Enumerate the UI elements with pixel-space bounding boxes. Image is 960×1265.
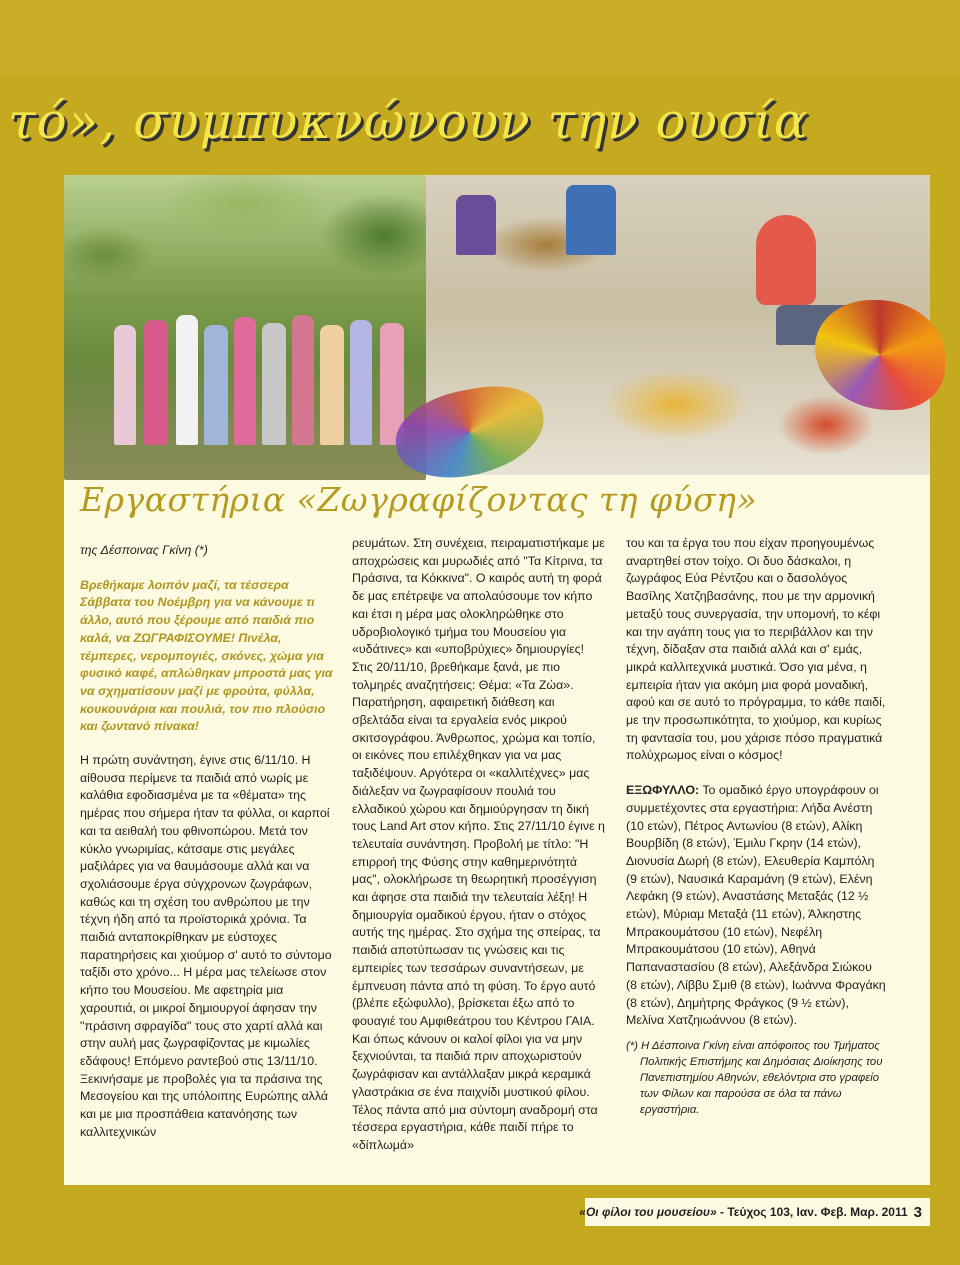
footer-publication — [579, 1205, 907, 1219]
column-2 — [352, 535, 606, 1155]
footer — [579, 1198, 930, 1226]
column-2-body: ρευμάτων. Στη συνέχεια, πειραματιστήκαμε με αποχρώσεις και μυρωδιές από "Τα Κίτρινα, τα Πράσινα, τα Κόκκινα". Ο καιρός αυτή τη φορά δε μας επέτρεψε να απολαύσουμε τον κήπο και έτσι η μέρα μας ολοκληρώθηκε στο υδροβιολογικό τμήμα του Μουσείου για «υδάτινες» και «υποβρύχιες» δημιουργίες! Στις 20/11/10, βρεθήκαμε ξανά, με πιο τολμηρές αναζητήσεις: Θέμα: «Τα Ζώα». Παρατήρηση, αφαιρετική διάθεση και σβελτάδα είναι τα εργαλεία ενός μικρού σκιτσογράφου. Άνθρωπος, χρώμα και τοπίο, οι εικόνες που επιλέχθηκαν για να μας ταξιδέψουν. Αργότερα οι «καλλιτέχνες» μας διάλεξαν να ζωγραφίσουν πουλιά του ελλαδικού χώρου και δημιούργησαν τη δική τους Land Art στον κήπο. Στις 27/11/10 έγινε η τελευταία συνάντηση. Προβολή με τίτλο: "Η επιρροή της Φύσης στην καθημερινότητά μας", ολοκλήρωσε τη θεωρητική προσέγγιση και άφησε στα παιδιά την τελευταία λέξη! Η δημιουργία ομαδικού έργου, ήταν ο στόχος αυτής της ημέρας. Στο σχήμα της σπείρας, τα παιδιά αποτύπωσαν τις γνώσεις και τις εμπειρίες των τεσσάρων συναντήσεων, με έμπνευση πάντα από τη φύση. Το έργο αυτό (βλέπε εξώφυλλο), βρίσκεται έξω από το φουαγιέ του Αμφιθεάτρου του Κέντρου ΓΑΙΑ. Και όπως κάνουν οι καλοί φίλοι για να μην ξεχνιούνται, τα παιδιά πριν αποχωριστούν ζωγράφισαν και αντάλλαξαν μικρά κεραμικά γλαστράκια σε ένα παιχνίδι μυστικού φίλου. Τέλος πάντα από μια σύντομη αναδρομή στα τέσσερα εργαστήρια, κάθε παιδί πήρε το «δίπλωμά» — [352, 536, 605, 1152]
cover-text: Το ομαδικό έργο υπογράφουν οι συμμετέχοντες στα εργαστήρια: Λήδα Ανέστη (10 ετών), Πέτρος Αντωνίου (8 ετών), Αλίκη Βουρβίδη (8 ετών), Έμιλυ Γκρην (14 ετών), Διονυσία Δωρή (8 ετών), Ελευθερία Καμπόλη (9 ετών), Ναυσικά Καραμάνη (9 ετών), Ελένη Λεφάκη (9 ετών), Αναστάσης Μεταξάς (12 ½ ετών), Μύριαμ Μεταξά (11 ετών), Άλκηστης Μπρακουμάτσου (10 ετών), Νεφέλη Μπρακουμάτσου (10 ετών), Αθηνά Παπαναστασίου (8 ετών), Αλεξάνδρα Σιώκου (8 ετών), Λίββυ Σμιθ (8 ετών), Ιωάννα Φραγάκη (8 ετών), Δημήτρης Φράγκος (9 ½ ετών), Μελίνα Χατζηιωάννου (8 ετών). — [626, 783, 886, 1028]
column-3 — [626, 535, 886, 1118]
footer-magazine: «Οι φίλοι του μουσείου» — [579, 1205, 717, 1219]
column-1-body: Η πρώτη συνάντηση, έγινε στις 6/11/10. Η αίθουσα περίμενε τα παιδιά από νωρίς με καλάθια εφοδιασμένα με τα «θέματα» της ημέρας που σήμερα ήταν τα φύλλα, οι καρποί και τα αειθαλή του φθινοπώρου. Μετά τον κύκλο γνωριμίας, κάτσαμε στις μεγάλες μαξιλάρες για να θαυμάσουμε αλλά και να σχολιάσουμε έργα σύγχρονων ζωγράφων, καθώς και τη σχέση του ανθρώπου με την τέχνη ήδη από τα προϊστορικά χρόνια. Τα παιδιά ανταποκρίθηκαν με εύστοχες παρατηρήσεις και χιούμορ σ' αυτό το σύντομο ταξίδι στο χρόνο... Η μέρα μας τελείωσε στον κήπο του Μουσείου. Με αφετηρία μια χαρουπιά, οι μικροί δημιουργοί άφησαν την "πράσινη σφραγίδα" τους στο χαρτί αλλά και στην αυλή μας ζωγραφίζοντας με κιμωλίες εδάφους! Επόμενο ραντεβού στις 13/11/10. Ξεκινήσαμε με προβολές για τα πράσινα της Μεσογείου και της υπόλοιπης Ευρώπης αλλά και με μια προσπάθεια κατανόησης των καλλιτεχνικών — [80, 753, 332, 1139]
photo-children-outdoors — [64, 175, 426, 480]
headline: τό», συμπυκνώνουν την ουσία — [8, 92, 809, 150]
page-number: 3 — [913, 1203, 922, 1221]
cover-label: ΕΞΩΦΥΛΛΟ: — [626, 783, 700, 798]
section-title: Εργαστήρια «Ζωγραφίζοντας τη φύση» — [80, 480, 758, 519]
column-1 — [80, 542, 335, 1142]
footer-issue: - Τεύχος 103, Ιαν. Φεβ. Μαρ. 2011 — [716, 1205, 908, 1219]
top-band — [0, 0, 960, 75]
byline: της Δέσποινας Γκίνη (*) — [80, 543, 208, 557]
cover-credits — [626, 782, 886, 1030]
author-note: (*) Η Δέσποινα Γκίνη είναι απόφοιτος του Τμήματος Πολιτικής Επιστήμης και Δημόσιας Διοίκησης του Πανεπιστημίου Αθηνών, εθελόντρια στο γραφείο των Φίλων και παρούσα σε όλα τα πάνω εργαστήρια. — [626, 1039, 883, 1116]
intro-paragraph: Βρεθήκαμε λοιπόν μαζί, τα τέσσερα Σάββατα του Νοέμβρη για να κάνουμε τι άλλο, αυτό που ξέρουμε από παιδιά πιο καλά, να ΖΩΓΡΑΦΙΣΟΥΜΕ! Πινέλα, τέμπερες, νερομπογιές, σκόνες, χώμα για φυσικό καφέ, απλώθηκαν μπροστά μας για να σχηματίσουν μαζί με φρούτα, φύλλα, κουκουνάρια και πουλιά, τον πιο πλούσιο και ζωντανό πίνακα! — [80, 577, 333, 734]
column-3-body: του και τα έργα του που είχαν προηγουμένως αναρτηθεί στον τοίχο. Οι δυο δάσκαλοι, η ζωγράφος Εύα Ρέντζου και ο δασολόγος Βασίλης Χατζηβασάνης, που με την αρμονική μεταξύ τους συνεργασία, την υπομονή, το κέφι και την αγάπη τους για το περιβάλλον και την τέχνη, δίδαξαν στα παιδιά αλλά και σ' εμάς, μικρά καλλιτεχνικά μυστικά. Όσο για μένα, η εμπειρία ήταν για ακόμη μια φορά μοναδική, αφού και σε αυτό το πρόγραμμα, το κάθε παιδί, με την προσωπικότητα, το χιούμορ, και κυρίως τη φαντασία του, μου χάρισε πόσο πραγματικά πολύχρωμος είναι ο κόσμος! — [626, 536, 886, 763]
